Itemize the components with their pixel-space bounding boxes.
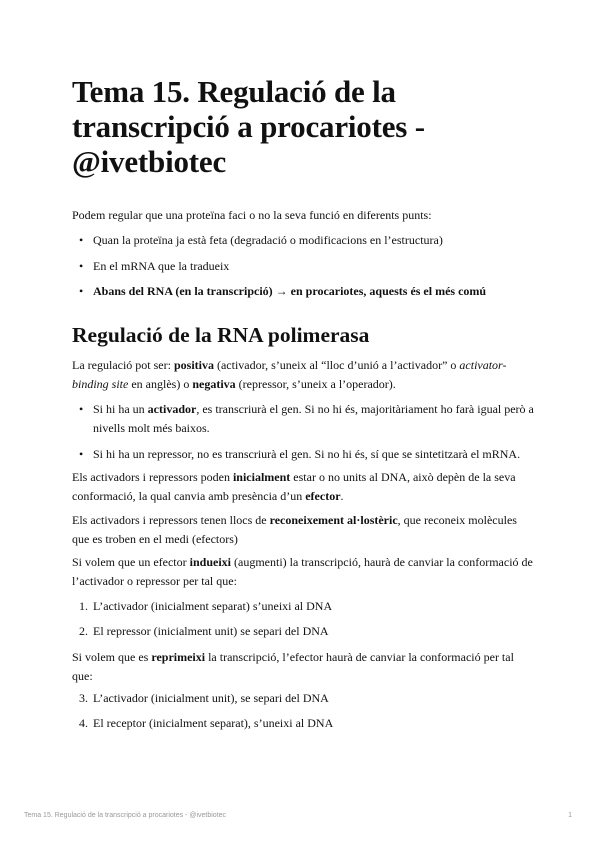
section-heading: Regulació de la RNA polimerasa bbox=[72, 323, 370, 347]
paragraph-induce: Si volem que un efector indueixi (augmenti) la transcripció, haurà de canviar la conformació de l’activador o repressor per tal que: bbox=[72, 555, 533, 588]
page-footer bbox=[24, 812, 572, 819]
intro-paragraph: Podem regular que una proteïna faci o no la seva funció en diferents punts: bbox=[72, 208, 432, 222]
page-title: Tema 15. Regulació de la transcripció a procariotes - @ivetbiotec bbox=[72, 74, 425, 179]
list-item: 2. El repressor (inicialment unit) se separi del DNA bbox=[79, 624, 329, 638]
paragraph-repress: Si volem que es reprimeixi la transcripció, l’efector haurà de canviar la conformació per tal que: bbox=[72, 650, 514, 683]
paragraph-allosteric: Els activadors i repressors tenen llocs de reconeixement al·lostèric, que reconeix molècules que es troben en el medi (efectors) bbox=[72, 513, 517, 546]
regulation-points-list bbox=[72, 233, 486, 310]
list-item: • En el mRNA que la tradueix bbox=[72, 259, 486, 285]
list-item: 3. L’activador (inicialment unit), se separi del DNA bbox=[79, 691, 329, 705]
list-item: • Si hi ha un activador, es transcriurà el gen. Si no hi és, majoritàriament ho farà igual però a nivells molt més baixos. bbox=[72, 400, 534, 445]
repress-numbered-list bbox=[72, 691, 333, 741]
activator-repressor-list bbox=[72, 400, 534, 464]
list-item: • Quan la proteïna ja està feta (degradació o modificacions en l’estructura) bbox=[72, 233, 486, 259]
list-item: 4. El receptor (inicialment separat), s’uneixi al DNA bbox=[79, 716, 334, 730]
list-item: 1. L’activador (inicialment separat) s’uneixi al DNA bbox=[79, 599, 333, 613]
footer-title: Tema 15. Regulació de la transcripció a procariotes - @ivetbiotec bbox=[24, 812, 227, 819]
paragraph-initial-state: Els activadors i repressors poden inicialment estar o no units al DNA, això depèn de la seva conformació, la qual canvia amb presència d’un efector. bbox=[72, 470, 516, 503]
paragraph-regulation-types: La regulació pot ser: positiva (activador, s’uneix al “lloc d’unió a l’activador” o activator-binding site en anglès) o negativa (repressor, s’uneix a l’operador). bbox=[72, 358, 507, 391]
page-number: 1 bbox=[568, 812, 572, 819]
list-item: • Si hi ha un repressor, no es transcriurà el gen. Si no hi és, sí que se sintetitzarà el mRNA. bbox=[72, 445, 534, 464]
induce-numbered-list bbox=[72, 599, 332, 649]
list-item: • Abans del RNA (en la transcripció) → en procariotes, aquests és el més comú bbox=[72, 284, 486, 310]
